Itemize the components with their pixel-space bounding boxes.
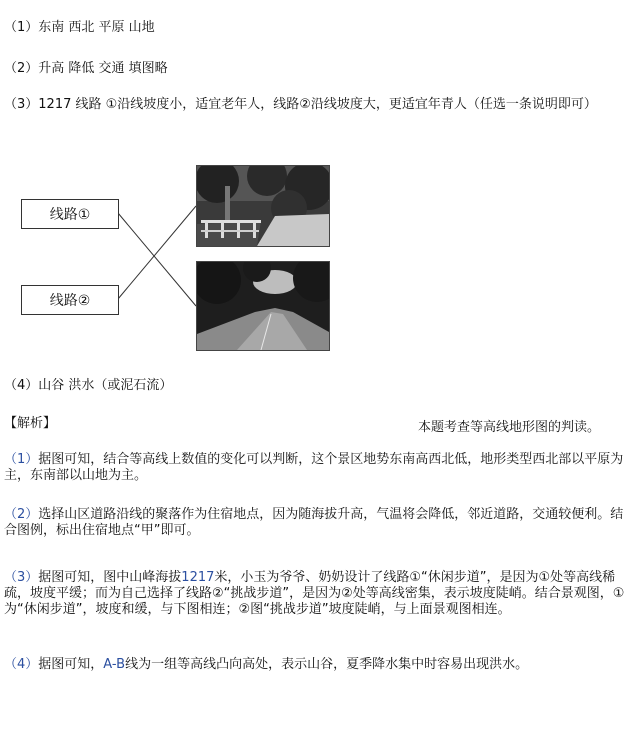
paragraph-3-number: （3） <box>4 570 39 585</box>
analysis-header: 【解析】 <box>4 416 57 431</box>
paragraph-1-number: （1） <box>4 452 39 467</box>
route-2-box: 线路② <box>21 285 119 315</box>
paragraph-4-line-ab: A-B <box>103 657 126 672</box>
connector-line-route2 <box>118 206 196 299</box>
photo-steep-path <box>196 261 330 351</box>
gentle-path-image <box>197 166 329 246</box>
analysis-paragraph-1 <box>4 452 626 484</box>
route-1-box: 线路① <box>21 199 119 229</box>
paragraph-1-text: 据图可知，结合等高线上数值的变化可以判断，这个景区地势东南高西北低，地形类型西北部以平原为主，东南部以山地为主。 <box>4 452 624 483</box>
paragraph-3-text-a: 据图可知，图中山峰海拔 <box>38 570 182 585</box>
answer-1: （1）东南 西北 平原 山地 <box>4 20 155 35</box>
analysis-paragraph-2 <box>4 507 626 539</box>
analysis-paragraph-4 <box>4 657 626 673</box>
paragraph-3-text-b: 米，小玉为爷爷、奶奶设计了线路①“休闲步道”，是因为①处等高线稀疏，坡度平缓；而为自己选择了线路②“挑战步道”，是因为②处等高线密集，表示坡度陡峭。结合景观图，①为“休闲步道”，坡度和缓，与下图相连；②图“挑战步道”坡度陡峭，与上面景观图相连。 <box>4 570 625 617</box>
answer-3: （3）1217 线路 ①沿线坡度小，适宜老年人，线路②沿线坡度大，更适宜年青人（任选一条说明即可） <box>4 97 597 112</box>
paragraph-3-elevation: 1217 <box>181 570 215 585</box>
paragraph-4-text-a: 据图可知， <box>38 657 104 672</box>
analysis-intro: 本题考查等高线地形图的判读。 <box>418 420 601 435</box>
paragraph-2-text: 选择山区道路沿线的聚落作为住宿地点，因为随海拔升高，气温将会降低，邻近道路，交通较便利。结合图例，标出住宿地点“甲”即可。 <box>4 507 624 538</box>
answer-2: （2）升高 降低 交通 填图略 <box>4 61 168 76</box>
paragraph-2-number: （2） <box>4 507 39 522</box>
connector-line-route1 <box>118 213 196 306</box>
steep-path-image <box>197 262 329 350</box>
photo-gentle-path <box>196 165 330 247</box>
answer-4: （4）山谷 洪水（或泥石流） <box>4 378 173 393</box>
paragraph-4-number: （4） <box>4 657 39 672</box>
analysis-paragraph-3 <box>4 570 626 618</box>
paragraph-4-text-b: 线为一组等高线凸向高处，表示山谷，夏季降水集中时容易出现洪水。 <box>125 657 529 672</box>
